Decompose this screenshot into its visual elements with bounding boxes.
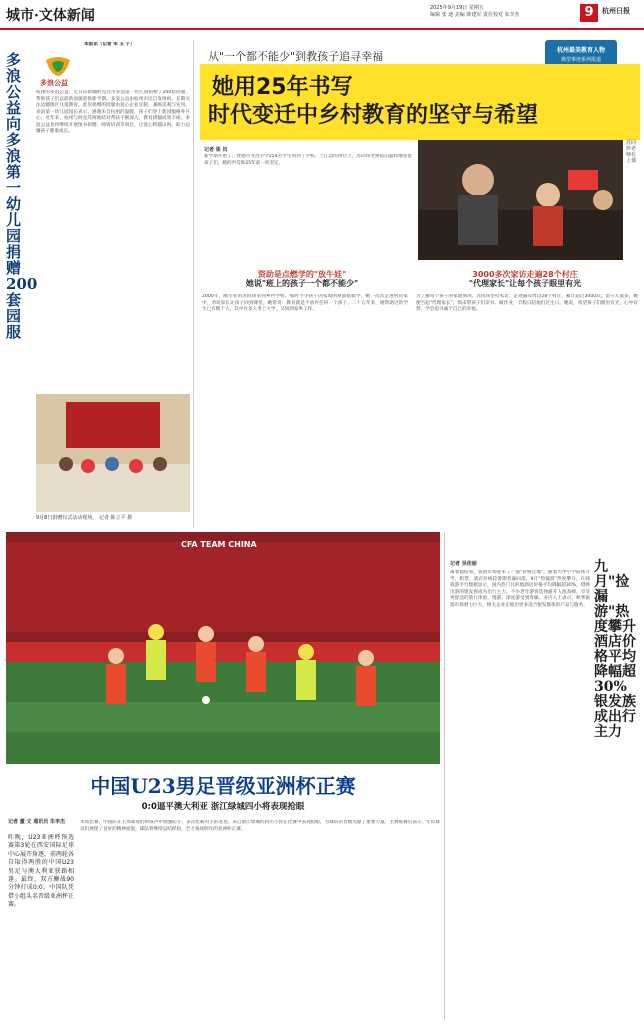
teacher-kicker: 从"一个都不能少"到教孩子追寻幸福 — [208, 50, 384, 63]
football-lead: 昨晚，U23亚洲杯预选赛第3轮在西安国际足球中心展开角逐，前两轮各自取得两胜的中国U23男足与澳大利亚狭路相逢。最终，双方鏖战90分钟打成0:0，中国队凭借小组头名晋级亚洲杯正赛。 — [8, 834, 74, 909]
subhead-2-line-2: "代理家长"让每个孩子眼里有光 — [468, 279, 582, 288]
teacher-body-a: 2000年，刚毕业的苏同珍来到乡村学校。那时不少孩子因家境困难面临辍学，她一次次走进村民家中，劝说家长让孩子回到课堂。她常说：教育就是不放弃任何一个孩子。二十五年来，她资助过的学生已有数十人，其中许多人考上大学，又回到家乡工作。 — [202, 294, 408, 312]
section-title: 城市·文体新闻 — [6, 8, 95, 24]
football-photo — [6, 532, 440, 764]
team-banner: CFA TEAM CHINA — [181, 540, 257, 549]
left-body: 杭州的多浪公益，近日向新疆阿克苏市多浪第一幼儿园捐赠了200套园服，帮助孩子们以崭新面貌迎接新学期。多浪公益由杭州市民自发组织，长期关注边疆地区儿童教育。此次捐赠的园服由爱心企业定制，兼顾美观与实用。多浪第一幼儿园园长表示，感谢来自杭州的温暖，孩子们穿上新园服格外开心。近年来，杭州与阿克苏两地结对帮扶不断深入，教育援疆成果丰硕，多浪公益也将继续开展图书捐赠、师资培训等项目，让爱心跨越山海，助力边疆孩子健康成长。 — [36, 90, 190, 134]
left-caption: 9月8日捐赠仪式活动现场。 记者 陈立平 摄 — [36, 515, 133, 521]
football-byline: 记者 董 文 通讯员 朱李杰 — [8, 819, 65, 825]
subhead-2-line-1: 3000多次家访走遍28个村庄 — [472, 270, 578, 279]
classroom-photo — [418, 140, 623, 260]
teacher-subhead-1 — [202, 270, 402, 288]
football-body: 本场比赛，中国队在主场球迷的助威声中顽强防守，多次化解对手的进攻。来自浙江绿城的四名小将在比赛中表现抢眼，为球队的晋级贡献了重要力量。主教练赛后表示，年轻球员们展现了良好的精神面貌，球队将继续总结经验，全力备战明年的亚洲杯正赛。 — [80, 820, 440, 832]
teacher-title-line-2: 时代变迁中乡村教育的坚守与希望 — [208, 103, 539, 128]
teacher-title-line-1: 她用25年书写 — [212, 75, 353, 100]
teacher-lead: 新学期开始了，建德市寿昌小学254名学生回到了学校。兰江边的讲台上，苏同珍老师依旧温和地望着孩子们，她的声音和25年前一样坚定。 — [204, 154, 412, 166]
page-number: 9 — [580, 4, 598, 22]
duolang-logo — [38, 54, 78, 88]
teacher-photo-label: 苏同珍老师在上课 — [626, 140, 637, 164]
editor-line: 编辑 张 迪 美编 韩建军 责任校对 朱李杰 — [430, 12, 520, 18]
badge-line-1: 杭州最美教育人物 — [556, 47, 605, 54]
price-byline: 记者 吴佳丽 — [450, 561, 477, 567]
subhead-1-line-1: 资助是点燃学的"放牛娃" — [257, 270, 347, 279]
teacher-photo — [418, 140, 623, 260]
badge-line-2: 典型事迹系列报道 — [560, 57, 601, 63]
price-body: 离暑假结束，旅游市场迎来了一波"价格洼地"。随着大中小学陆续开学，机票、酒店价格较暑期普遍回落，9月"捡漏游"热度攀升。在线旅游平台数据显示，国内热门目的地酒店价格平均降幅超30%，错峰出游的银发族成为出行主力。不少老年游客选择避开人流高峰，享受更舒适的旅行体验，慢游、深度游受到青睐。业内人士表示，秋季旅游市场潜力巨大，相关企业正推出更多适合银发群体的产品与服务。 — [450, 570, 590, 608]
page-header — [0, 0, 644, 30]
logo-text: 多浪公益 — [40, 79, 68, 87]
left-body-top — [84, 42, 190, 88]
match-photo — [6, 532, 440, 764]
column-divider-2 — [444, 532, 445, 1020]
left-headline: 多浪公益向多浪第一幼儿园捐赠200套园服 — [6, 51, 38, 341]
date-line: 2025年9月19日 星期五 — [430, 5, 484, 11]
subhead-1-line-2: 她说"班上的孩子一个都不能少" — [245, 279, 359, 288]
football-subtitle: 0:0逼平澳大利亚 浙江绿城四小将表现抢眼 — [141, 802, 305, 812]
teacher-subhead-2 — [415, 270, 635, 288]
price-headline: 九月"捡漏游"热度攀升 酒店价格平均降幅超30% 银发族成出行主力 — [594, 559, 636, 740]
left-photo — [36, 394, 190, 512]
column-divider — [193, 40, 194, 528]
left-byline: 本报讯（记者 朱 玉 子） — [84, 42, 135, 47]
football-title: 中国U23男足晋级亚洲杯正赛 — [90, 774, 356, 798]
ceremony-photo — [36, 394, 190, 512]
paper-name: 杭州日报 — [602, 6, 630, 15]
teacher-body-b: 为了解每个孩子的家庭情况，苏同珍坚持家访，足迹遍及周边28个村庄，累计超过3000次。留守儿童多，她便当起"代理家长"，周末带孩子们读书、做作业，节假日陪他们过生日。她说，希望孩子们眼里有光，心中有梦，学会追寻属于自己的幸福。 — [416, 294, 638, 312]
teacher-byline: 记者 崔 田 — [204, 147, 228, 153]
issue-meta — [430, 5, 520, 19]
